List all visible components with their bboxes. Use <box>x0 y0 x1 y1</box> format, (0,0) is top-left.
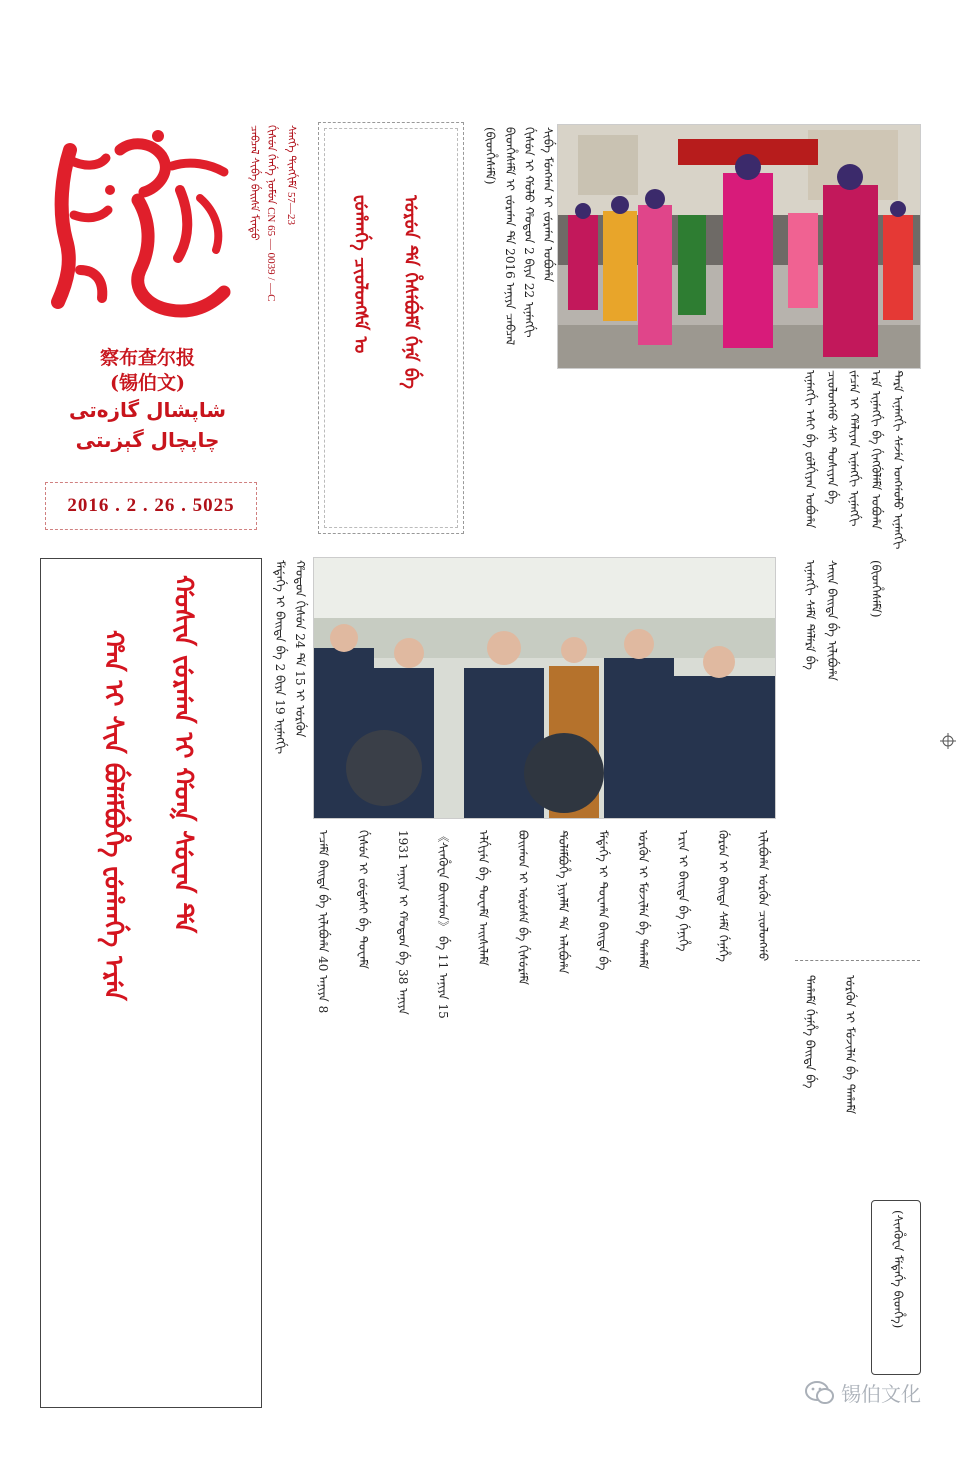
masthead-logo <box>40 120 240 325</box>
article-bottom-col-1: ᠮᡝᡩᡝᡤᡝ ᡳ ᠪᠠᡳᡨᠠ ᠪᡝ 2 ᠪᡳᠶᠠ 19 ᡳᠨᡝᠩᡤᡳ <box>273 560 287 755</box>
article-top-col-2: ᡤᡳᠰᡠᠨ ᡳ ᡤᠣᠯᠣ ᡥᠣᡨᠣᠨ 2 ᠪᡳᠶᠠ 22 ᡳᠨᡝᠩᡤᡳ <box>522 127 536 338</box>
headline-line-2: ᡤᠣᠰᡳᠨ ᠵᡠᡵᡤᠠᠨ ᡳ ᡤᠣᡴ ᠰᡠᠸᠠᠨ ᡩᡝ <box>168 575 198 934</box>
issue-date: 2016 . 2 . 26 . 5025 <box>67 495 235 516</box>
article-bottom-col-5: 1931 ᠠᠨᡳᠶᠠ ᡳ ᡥᠣᡨᠣᠨ ᠪᡝ 38 ᠠᠨᡳᠶᠠ <box>396 830 410 1015</box>
article-top-col-caption: (ᠪᡳᡨᡥᡝᠰᡝᠮᡝ) <box>869 560 883 618</box>
article-top-col-1: ᠪᡳᡨᡥᡝᠰᡝᠮᡝ ᡳ ᠵᡠᡵᡤᠠᠨ ᡩᡝ 2016 ᠠᠨᡳᠶᠠ ᠴᠠᠪᠴᠠᠯ <box>503 127 517 346</box>
article-bottom-col-16: ᡠᡵᡤᡠᠨ ᡳ ᠮᡠᠵᡳᠯᡝᠨ ᠪᡝ ᡩᠠᡥᠠᠮᡝ <box>843 975 857 1115</box>
article-top-col-3: ᠰᡳᠪᡝ ᠮᡠᠩᡤᠠᠨ ᡳ ᠵᡠᡵᡤᠠᠨ ᠣᠪᡠᡥᠠ <box>541 127 555 283</box>
issue-date-box <box>45 482 257 530</box>
registration-mark-icon <box>940 733 956 749</box>
separator-line-1 <box>795 960 920 961</box>
article-bottom-caption: (ᠰᡳᠨᡥᡠᠸᠠ ᠮᡝᡩᡝᡤᡝ ᠪᡳᡨᡥᡝ) <box>891 1210 905 1329</box>
pub-info-col-2: ᡤᡳᠰᡠᠨ ᡤᡝᠨᡤᡝ ᠨᠣᠮᡠᠨ CN 65 — 0039 / —C <box>265 125 277 302</box>
article-bottom-col-9: ᡩᡠᠯᡝᠮᠪᡠᡥᡝ ᠨᡳᠶᠠᠯᠮᠠ ᡩᡝ ᠠᠯᡳᠪᡠᡥᠠ <box>556 830 570 974</box>
masthead-subtitle-cn: (锡伯文) <box>110 372 185 394</box>
article-top-col-6: ᠵᡝᠴᡝᠨ ᡳ ᡥᠠᠯᡳᠶᠠᠨ ᡳᠨᡝᠩᡤᡳ ᡳᠨᡝᠩᡤᡳ <box>847 370 861 527</box>
pub-info-col-1: ᠴᠠᠪᠴᠠᠯ ᠰᡳᠪᡝ ᠪᡝᡳᠰᡝ ᠮᡳᠨᡩᡠ <box>248 125 260 241</box>
masthead-title-persian-2: چاپچال گېزىتى <box>75 428 220 452</box>
article-bottom-col-15: ᡩᠠᡥᠠᠮᡝ ᡤᡝᠨᡝᡥᡝ ᠪᠠᡳᡨᠠ ᠪᡝ <box>803 975 817 1089</box>
article-bottom-col-6: 《ᠰᡳᠨᡥᡠᠸᠠ ᠪᠣᡳᡤᠣᠨ》 ᠪᡝ 11 ᠠᠨᡳᠶᠠ 15 <box>436 830 450 1019</box>
article-bottom-col-14: ᡳᠯᡳᠪᡠᡥᠠ ᡠᡵᡤᡠᠨ ᠴᡳᠣᠯᠣᠩᡤᠣ <box>756 830 770 962</box>
article-top-col-7: ᡝᡵᡝ ᡳᠨᡝᠩᡤᡳ ᠪᡝ ᡤᡳᠩᡤᡠᠯᡝᠮᡝ ᠣᠪᡠᡥᠠ <box>869 370 883 530</box>
article-top-col-10: ᠰᠠᡳᠨ ᠪᠠᡳᡨᠠ ᠪᡝ ᡳᠯᡳᠪᡠᡥᠠ <box>825 560 839 681</box>
article-bottom-col-13: ᡤᡠᡵᡠᠨ ᡳ ᠪᠠᡳᡨᠠ ᠰᡝᠮᡝ ᡤᡝᠨᡝᡥᡝ <box>716 830 730 962</box>
article-top-col-8: ᡨᡝᡵᡝ ᡳᠨᡝᠩᡤᡳ ᠰᡝᠵᡝᠨ ᠣᠩᡤᠣᠯᠣ ᡳᠨᡝᠩᡤᡳ <box>891 370 905 550</box>
headline-frame <box>40 558 262 1408</box>
masthead-title-persian-1: شاپشال گازەتى <box>68 398 227 422</box>
title-box-line-1: ᡶᡠᡥᠠᠨᡤᡝ ᠴᡳᠣᠯᠣᠩᠰᡝ ᠣ <box>350 195 371 354</box>
wechat-watermark <box>805 1378 921 1407</box>
article-bottom-col-10: ᠮᡝᡩᡝᡤᡝ ᡳ ᡨᡠᠸᠠᡥᠠ ᠪᠠᡳᡨᠠ ᠪᡝ <box>596 830 610 971</box>
article-top-col-5: ᠴᡳᠣᠯᠣᠩᡤᠣ ᠰᡝᡳ ᡨᡠᠰᡳᠶᠠᠨ ᠪᡝ <box>825 370 839 505</box>
headline-line-1: ᡥᠠᠨ ᡳ ᠰᡳᠨ ᠪᡠᠯᡝᠮᠪᡠᡥᡝ ᡶᡠᡥᠠᠨᡤᡝ ᡝᡵᡝᠨ <box>98 630 128 1001</box>
title-box <box>318 122 464 534</box>
wechat-icon <box>805 1380 835 1406</box>
article-top-col-4: ᡳᠨᡝᠩᡤᡳ ᡝᠰᡳ ᠪᡝ ᡶᡠᠯᡤᡳᠶᠠᠨ ᠣᠪᡠᡥᠠ <box>803 370 817 529</box>
article-bottom-col-3: ᡝᠴᡝᠮᡝ ᠪᠠᡳᡨᠠ ᠪᡝ ᡳᠯᡳᠪᡠᡥᠠ 40 ᠠᠨᡳᠶᠠ 8 <box>316 830 330 1014</box>
article-top-col-9: ᡳᠨᡝᠩᡤᡳ ᠰᡝᠮᡝ ᡩᡝᠯᡝᡵᡝ ᠪᡝ <box>803 560 817 670</box>
wechat-watermark-label: 锡伯文化 <box>841 1384 921 1406</box>
photo-dancers <box>557 124 921 369</box>
article-bottom-col-12: ᡝᡵᡳᠨ ᡳ ᠪᠠᡳᡨᠠ ᠪᡝ ᡤᡝᠨᡳᡥᡝ <box>676 830 690 952</box>
article-top-caption: (ᠪᡳᡨᡥᡝᠰᡝᠮᡝ) <box>483 127 497 185</box>
article-bottom-col-2: ᡥᠣᡨᠣᠨ ᡤᡳᠰᡠᠨ 24 ᡩᡝ 15 ᡳ ᡠᡵᡤᡠᠨ <box>293 560 307 738</box>
article-bottom-col-11: ᡠᡵᡤᡠᠨ ᡳ ᠮᡠᠵᡳᠯᡝᠨ ᠪᡝ ᡩᠠᡥᠠᠮᡝ <box>636 830 650 970</box>
title-box-line-2: ᡠᡵᡠᠨ ᡩᡝ ᡥᡝᠰᡝᠪᡠᠮᡝ ᡤᡝᠨᡝ ᠪᡝ <box>400 195 421 389</box>
article-bottom-col-7: ᡝᠯᡤᡳᠶᡝᠨ ᠪᡝ ᡨᡠᠸᠠᠮᡝ ᠠᡳᠰᡳᠯᠠᠮᡝ <box>476 830 490 966</box>
article-bottom-col-4: ᡤᡳᠰᡠᠨ ᡳ ᡶᡠᡩᠠᠰᡳ ᠪᡝ ᡨᡠᠸᠠᠮᡝ <box>356 830 370 969</box>
photo-group-visit <box>313 557 776 819</box>
article-bottom-col-8: ᠪᠣᡳᡤᠣᠨ ᡳ ᡠᡵᡠᠰᡝ ᠪᡝ ᡤᡳᠰᡠᡵᡝᠮᡝ <box>516 830 530 985</box>
pub-info-col-3: ᠰᡝᠩᡤᡝ ᡩᡳᠩᡤᡳᠮᡝ 57—23 <box>285 125 297 225</box>
masthead-title-cn: 察布查尔报 <box>99 347 195 369</box>
